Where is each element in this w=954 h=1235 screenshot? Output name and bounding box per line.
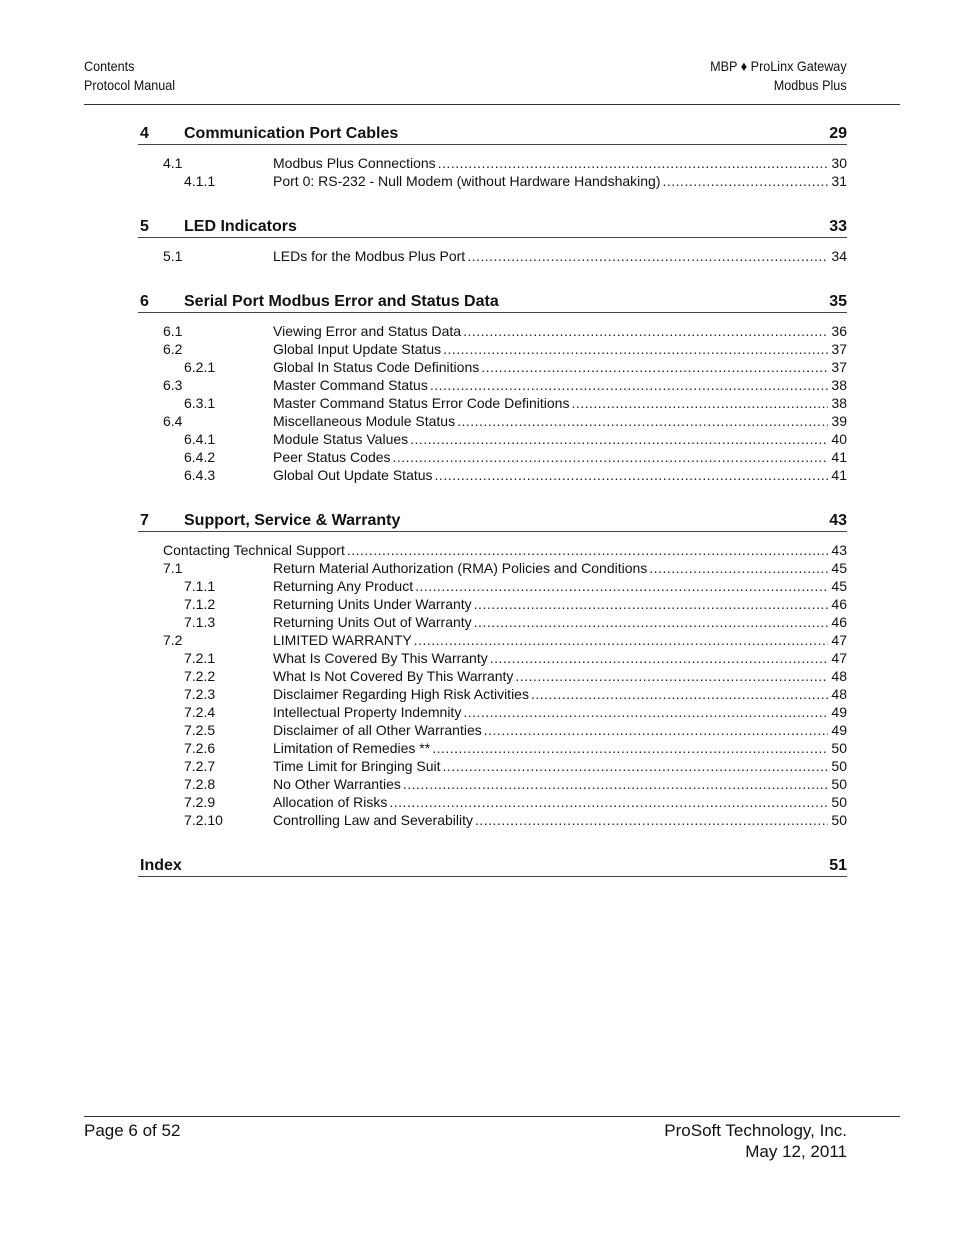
toc-entry-list xyxy=(138,154,847,190)
toc-leader-dots xyxy=(515,667,828,685)
toc-entry-number: 7.1.3 xyxy=(184,614,216,630)
toc-entry-title: Viewing Error and Status Data xyxy=(273,323,462,339)
toc-entry-line xyxy=(273,448,847,466)
toc-entry-title: LIMITED WARRANTY xyxy=(273,632,412,648)
toc-entry-line xyxy=(273,358,847,376)
toc-entry-number: 7.1.2 xyxy=(184,596,216,612)
toc-entry-title: No Other Warranties xyxy=(273,776,401,792)
toc-entry[interactable] xyxy=(138,154,847,172)
toc-leader-dots xyxy=(663,172,829,190)
toc-entry-line xyxy=(273,577,847,595)
toc-entry-line xyxy=(273,757,847,775)
toc-entry-title: What Is Not Covered By This Warranty xyxy=(273,668,514,684)
toc-entry[interactable] xyxy=(138,811,847,829)
header-left xyxy=(84,57,175,95)
toc-entry-title: Returning Units Under Warranty xyxy=(273,596,472,612)
toc-section-page: 29 xyxy=(829,125,847,142)
toc-entry-page: 43 xyxy=(831,542,847,558)
toc-entry[interactable] xyxy=(138,667,847,685)
toc-entry-title: Global Input Update Status xyxy=(273,341,442,357)
toc-entry[interactable] xyxy=(138,430,847,448)
toc-entry[interactable] xyxy=(138,757,847,775)
toc-entry-line xyxy=(273,631,847,649)
toc-entry[interactable] xyxy=(138,394,847,412)
toc-section-title: Index xyxy=(140,857,182,874)
toc-section-number: 4 xyxy=(140,125,149,142)
toc-entry-line xyxy=(273,340,847,358)
toc-leader-dots xyxy=(443,340,828,358)
toc-leader-dots xyxy=(463,322,828,340)
toc-entry-line xyxy=(273,667,847,685)
toc-entry-page: 48 xyxy=(831,686,847,702)
toc-leader-dots xyxy=(415,577,828,595)
toc-entry[interactable] xyxy=(138,412,847,430)
toc-entry-number: 6.3.1 xyxy=(184,395,216,411)
toc-entry-page: 36 xyxy=(831,323,847,339)
toc-section-heading[interactable] xyxy=(138,290,847,313)
toc-section-number: 6 xyxy=(140,293,149,310)
toc-leader-dots xyxy=(457,412,828,430)
toc-entry[interactable] xyxy=(138,631,847,649)
toc-entry[interactable] xyxy=(138,340,847,358)
toc-entry-number: 7.2.7 xyxy=(184,758,216,774)
toc-entry-page: 31 xyxy=(831,173,847,189)
toc-entry-line xyxy=(273,466,847,484)
toc-entry-page: 38 xyxy=(831,377,847,393)
toc-leader-dots xyxy=(432,739,828,757)
toc-leader-dots xyxy=(649,559,828,577)
toc-entry-page: 45 xyxy=(831,560,847,576)
toc-entry-page: 49 xyxy=(831,722,847,738)
toc-section-heading[interactable] xyxy=(138,122,847,145)
toc-entry-number: 6.4.3 xyxy=(184,467,216,483)
toc-entry-page: 41 xyxy=(831,467,847,483)
toc-entry-title: Disclaimer of all Other Warranties xyxy=(273,722,482,738)
toc-entry-number: 7.2.9 xyxy=(184,794,216,810)
toc-entry-number: 7.2.5 xyxy=(184,722,216,738)
toc-leader-dots xyxy=(389,793,828,811)
toc-entry-number: 6.1 xyxy=(163,323,183,339)
toc-entry-line xyxy=(273,430,847,448)
toc-leader-dots xyxy=(435,466,829,484)
toc-entry-line xyxy=(273,595,847,613)
toc-entry-line xyxy=(273,685,847,703)
toc-entry[interactable] xyxy=(138,376,847,394)
toc-entry[interactable] xyxy=(138,448,847,466)
toc-entry-number: 7.2 xyxy=(163,632,183,648)
toc-entry-number: 7.1 xyxy=(163,560,183,576)
toc-entry-page: 49 xyxy=(831,704,847,720)
toc-entry-page: 41 xyxy=(831,449,847,465)
toc-entry-number: 7.2.1 xyxy=(184,650,216,666)
toc-entry[interactable] xyxy=(138,541,847,559)
toc-entry-title: Returning Units Out of Warranty xyxy=(273,614,472,630)
toc-entry-number: 6.2.1 xyxy=(184,359,216,375)
toc-leader-dots xyxy=(430,376,829,394)
toc-entry-number: 4.1.1 xyxy=(184,173,216,189)
toc-entry[interactable] xyxy=(138,721,847,739)
toc-entry-page: 47 xyxy=(831,632,847,648)
toc-entry-number: 7.2.4 xyxy=(184,704,216,720)
toc-entry-page: 50 xyxy=(831,812,847,828)
toc-entry-number: 6.4.1 xyxy=(184,431,216,447)
toc-entry-title: Miscellaneous Module Status xyxy=(273,413,456,429)
toc-leader-dots xyxy=(414,631,829,649)
toc-entry-title: Master Command Status xyxy=(273,377,428,393)
toc-section-page: 35 xyxy=(829,293,847,310)
toc-entry-title: Port 0: RS-232 - Null Modem (without Hardware Handshaking) xyxy=(273,173,661,189)
toc-entry-line xyxy=(273,376,847,394)
toc-entry-title: Global In Status Code Definitions xyxy=(273,359,480,375)
toc-entry-title: Master Command Status Error Code Definitions xyxy=(273,395,570,411)
toc-entry-page: 50 xyxy=(831,794,847,810)
toc-entry-title: Module Status Values xyxy=(273,431,409,447)
toc-entry-number: 6.3 xyxy=(163,377,183,393)
toc-entry-page: 37 xyxy=(831,341,847,357)
toc-entry-page: 46 xyxy=(831,596,847,612)
toc-entry-list xyxy=(138,322,847,484)
toc-section-heading[interactable] xyxy=(138,215,847,238)
toc-section-number: 7 xyxy=(140,512,149,529)
toc-entry-line xyxy=(273,172,847,190)
toc-leader-dots xyxy=(481,358,828,376)
toc-entry-list xyxy=(138,247,847,265)
toc-entry[interactable] xyxy=(138,739,847,757)
toc-entry-number: 6.2 xyxy=(163,341,183,357)
toc-section-number: 5 xyxy=(140,218,149,235)
toc-entry-page: 48 xyxy=(831,668,847,684)
header-protocol-name: Modbus Plus xyxy=(774,77,847,93)
footer-date: May 12, 2011 xyxy=(745,1142,847,1161)
toc-entry-page: 37 xyxy=(831,359,847,375)
header-right xyxy=(711,57,847,95)
toc-entry[interactable] xyxy=(138,775,847,793)
toc-entry-page: 39 xyxy=(831,413,847,429)
toc-leader-dots xyxy=(474,613,829,631)
toc-section-title: Serial Port Modbus Error and Status Data xyxy=(184,293,499,310)
toc-leader-dots xyxy=(438,154,829,172)
toc-entry[interactable] xyxy=(138,793,847,811)
toc-entry[interactable] xyxy=(138,247,847,265)
toc-entry[interactable] xyxy=(138,685,847,703)
toc-entry-line xyxy=(273,649,847,667)
toc-entry-number: 6.4 xyxy=(163,413,183,429)
toc-section-title: Communication Port Cables xyxy=(184,125,399,142)
toc-leader-dots xyxy=(410,430,828,448)
toc-section-page: 33 xyxy=(829,218,847,235)
toc-entry-title: Contacting Technical Support xyxy=(163,542,345,558)
toc-leader-dots xyxy=(490,649,829,667)
toc-entry[interactable] xyxy=(138,577,847,595)
toc-entry-line xyxy=(273,775,847,793)
toc-section-title: Support, Service & Warranty xyxy=(184,512,401,529)
toc-leader-dots xyxy=(475,811,828,829)
toc-entry-title: Modbus Plus Connections xyxy=(273,155,436,171)
toc-entry-title: Intellectual Property Indemnity xyxy=(273,704,462,720)
toc-leader-dots xyxy=(347,541,829,559)
toc-entry[interactable] xyxy=(138,466,847,484)
toc-entry-number: 7.2.3 xyxy=(184,686,216,702)
toc-entry[interactable] xyxy=(138,703,847,721)
toc-entry-page: 50 xyxy=(831,740,847,756)
toc-entry-title: Peer Status Codes xyxy=(273,449,391,465)
toc-entry-list xyxy=(138,541,847,829)
header-product-name: MBP ♦ ProLinx Gateway xyxy=(710,58,847,74)
toc-entry-line xyxy=(273,154,847,172)
toc-entry-title: Limitation of Remedies ** xyxy=(273,740,431,756)
toc-entry-line xyxy=(273,247,847,265)
toc-entry[interactable] xyxy=(138,595,847,613)
toc-entry[interactable] xyxy=(138,649,847,667)
toc-entry[interactable] xyxy=(138,172,847,190)
toc-leader-dots xyxy=(403,775,829,793)
toc-entry-line xyxy=(163,541,847,559)
toc-entry-number: 7.2.6 xyxy=(184,740,216,756)
toc-entry-page: 50 xyxy=(831,776,847,792)
toc-entry-number: 7.2.10 xyxy=(184,812,223,828)
toc-entry-page: 40 xyxy=(831,431,847,447)
toc-leader-dots xyxy=(393,448,829,466)
toc-entry-title: Disclaimer Regarding High Risk Activities xyxy=(273,686,529,702)
toc-entry-number: 7.2.8 xyxy=(184,776,216,792)
toc-entry-number: 5.1 xyxy=(163,248,183,264)
footer-right xyxy=(664,1120,847,1162)
toc-entry-number: 4.1 xyxy=(163,155,183,171)
toc-entry[interactable] xyxy=(138,613,847,631)
toc-leader-dots xyxy=(474,595,829,613)
toc-entry-page: 38 xyxy=(831,395,847,411)
toc-entry[interactable] xyxy=(138,559,847,577)
toc-entry-line xyxy=(273,721,847,739)
toc-entry-title: Returning Any Product xyxy=(273,578,414,594)
toc-entry-page: 47 xyxy=(831,650,847,666)
toc-section-heading[interactable] xyxy=(138,854,847,877)
toc-entry-page: 45 xyxy=(831,578,847,594)
toc-entry-title: Return Material Authorization (RMA) Policies and Conditions xyxy=(273,560,648,576)
toc-section-title: LED Indicators xyxy=(184,218,297,235)
toc-entry-line xyxy=(273,412,847,430)
toc-entry-line xyxy=(273,613,847,631)
toc-entry-title: LEDs for the Modbus Plus Port xyxy=(273,248,466,264)
toc-entry[interactable] xyxy=(138,358,847,376)
toc-entry-line xyxy=(273,793,847,811)
toc-entry-title: Allocation of Risks xyxy=(273,794,388,810)
toc-leader-dots xyxy=(531,685,828,703)
toc-leader-dots xyxy=(484,721,829,739)
toc-entry-line xyxy=(273,559,847,577)
header-section-name: Contents xyxy=(84,58,135,74)
toc-section-heading[interactable] xyxy=(138,509,847,532)
toc-leader-dots xyxy=(467,247,828,265)
toc-entry-page: 34 xyxy=(831,248,847,264)
toc-entry-number: 7.1.1 xyxy=(184,578,216,594)
toc-entry-page: 30 xyxy=(831,155,847,171)
header-rule xyxy=(84,104,900,105)
toc-entry-title: Time Limit for Bringing Suit xyxy=(273,758,441,774)
footer-rule xyxy=(84,1116,900,1117)
toc-entry[interactable] xyxy=(138,322,847,340)
toc-entry-line xyxy=(273,394,847,412)
toc-entry-page: 46 xyxy=(831,614,847,630)
toc-entry-page: 50 xyxy=(831,758,847,774)
toc-entry-line xyxy=(273,811,847,829)
toc-entry-line xyxy=(273,703,847,721)
toc-entry-number: 7.2.2 xyxy=(184,668,216,684)
toc-leader-dots xyxy=(463,703,828,721)
toc-entry-number: 6.4.2 xyxy=(184,449,216,465)
header-manual-name: Protocol Manual xyxy=(84,77,176,93)
table-of-contents xyxy=(138,122,847,886)
toc-entry-title: What Is Covered By This Warranty xyxy=(273,650,488,666)
footer-company: ProSoft Technology, Inc. xyxy=(664,1121,847,1140)
toc-entry-line xyxy=(273,739,847,757)
toc-leader-dots xyxy=(443,757,829,775)
toc-entry-line xyxy=(273,322,847,340)
toc-entry-title: Controlling Law and Severability xyxy=(273,812,473,828)
toc-section-page: 51 xyxy=(829,857,847,874)
toc-leader-dots xyxy=(571,394,828,412)
toc-entry-title: Global Out Update Status xyxy=(273,467,433,483)
footer-page-number: Page 6 of 52 xyxy=(84,1121,181,1140)
toc-section-page: 43 xyxy=(829,512,847,529)
